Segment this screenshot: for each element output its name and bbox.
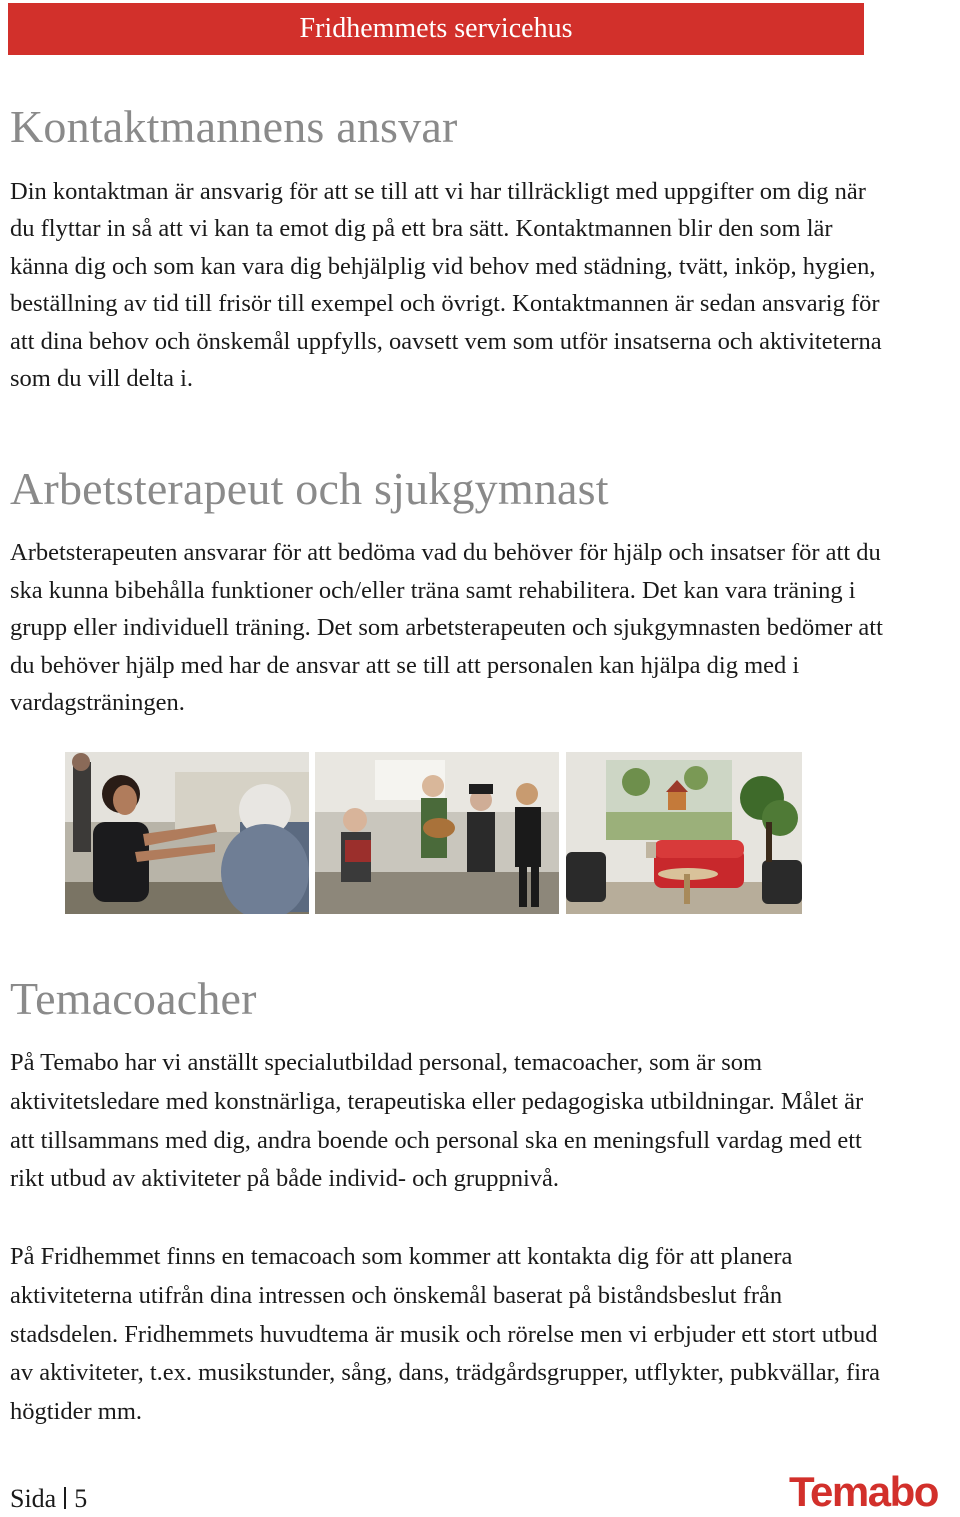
paragraph-contact: Din kontaktman är ansvarig för att se till att vi har tillräckligt med uppgifter om dig när du flyttar in så att vi kan ta emot dig på ett bra sätt. Kontaktmannen blir den som lär känna dig och som kan vara dig behjälplig vid behov med städning, tvätt, inköp, hygien, beställning av tid till frisör till exempel och övrigt. Kontaktmannen är sedan ansvarig för att dina behov och önskemål uppfylls, oavsett vem som utför insatserna och aktiviteterna som du vill delta i. bbox=[10, 178, 882, 393]
page-number: 5 bbox=[74, 1484, 88, 1513]
paragraph-temacoach-2: På Fridhemmet finns en temacoach som kommer att kontakta dig för att planera aktiviteterna utifrån dina intressen och önskemål baserat på biståndsbeslut från stadsdelen. Fridhemmets huvudtema är musik och rörelse men vi erbjuder ett stort utbud av aktiviteter, t.ex. musikstunder, sång, dans, trädgårdsgrupper, utflykter, pubkvällar, fira högtider mm. bbox=[10, 1243, 881, 1426]
section-heading-therapy: Arbetsterapeut och sjukgymnast bbox=[10, 463, 609, 514]
header-bar bbox=[8, 3, 864, 55]
paragraph-temacoach-1: På Temabo har vi anställt specialutbildad personal, temacoacher, som är som aktivitetsledare med konstnärliga, terapeutiska eller pedagogiska utbildningar. Målet är att tillsammans med dig, andra boende och personal ska en meningsfull vardag med ett rikt utbud av aktiviteter på både individ- och gruppnivå. bbox=[10, 1049, 864, 1193]
page-separator bbox=[64, 1487, 66, 1509]
page-indicator bbox=[10, 1484, 87, 1514]
section-heading-temacoach: Temacoacher bbox=[10, 973, 257, 1024]
section-heading-contact: Kontaktmannens ansvar bbox=[10, 101, 458, 152]
paragraph-therapy: Arbetsterapeuten ansvarar för att bedöma vad du behöver för hjälp och insatser för att du ska kunna bibehålla funktioner och/eller träna samt rehabilitera. Det kan vara träning i grupp eller individuell träning. Det som arbetsterapeuten och sjukgymnasten bedömer att du behöver hjälp med har de ansvar att se till att personalen kan hjälpa dig med i vardagsträningen. bbox=[10, 539, 883, 717]
header-title: Fridhemmets servicehus bbox=[299, 13, 573, 44]
music-dance-photo bbox=[315, 752, 559, 914]
temabo-logo: Temabo bbox=[789, 1468, 938, 1515]
exercise-photo bbox=[65, 752, 309, 914]
lounge-photo bbox=[566, 752, 802, 914]
page-label: Sida bbox=[10, 1484, 57, 1513]
